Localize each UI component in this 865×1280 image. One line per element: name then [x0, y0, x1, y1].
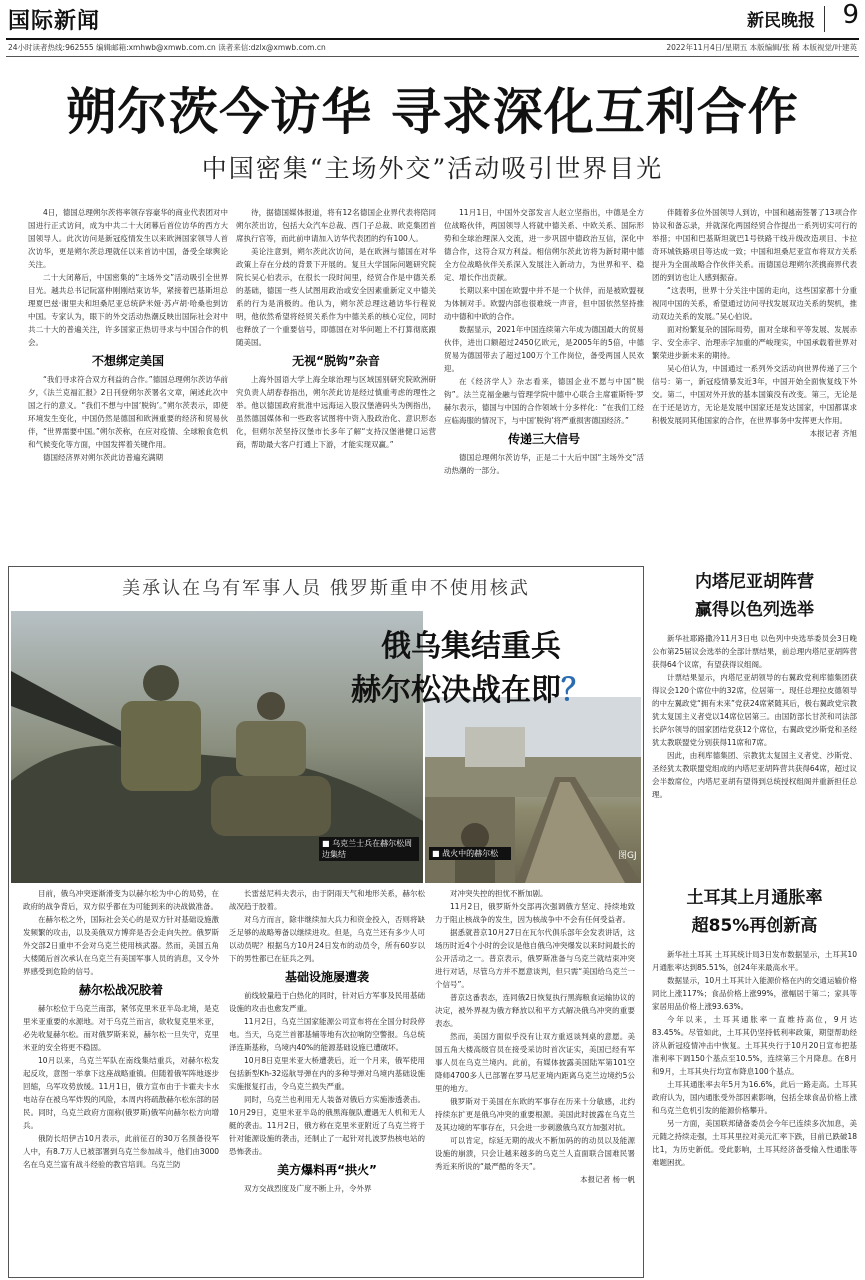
byline: 本报记者 杨一帆: [580, 1175, 635, 1184]
paragraph: 俄罗斯对于美国在东欧的军事存在历来十分敏感，北约持续东扩更是俄乌冲突的重要根源。美国此时披露在乌克兰及其边境的军事存在，只会进一步刺激俄乌双方加强对抗。: [435, 1097, 635, 1132]
paragraph: 目前，俄乌冲突逐渐滑变为以赫尔松为中心的局势，在政府的战争背后，双方似乎都在为可能到来的决战做准备。: [23, 889, 219, 911]
subheading: 美方爆料再“拱火”: [277, 1163, 377, 1177]
main-subhead: 中国密集“主场外交”活动吸引世界目光: [201, 154, 664, 183]
paper-name: 新民晚报: [747, 11, 815, 31]
paragraph: 面对纷繁复杂的国际局势，面对全球和平等发展、发展赤字、安全赤字、治理赤字加重的严峻现实，中国承载着世界对繁荣进步新未来的期待。: [652, 325, 857, 360]
page-number: 9: [842, 0, 859, 30]
dateline: 2022年11月4日/星期五 本版编辑/张 稀 本版视觉/叶建英: [666, 43, 857, 52]
question-mark: ？: [561, 673, 591, 708]
paragraph: 可以肯定，综延无期的战火不断加码的的动员以及能源设施的崩溃，只会让越来越多的乌克兰人直面联合国难民署秀近来所说的“最严酷的冬天”。: [435, 1136, 635, 1171]
subheading: 无视“脱钩”杂音: [292, 354, 380, 368]
turkey-headline: [652, 884, 857, 940]
paragraph: 长雷兹尼科夫表示，由于阴雨天气和地形关系，赫尔松战况趋于胶着。: [229, 889, 425, 911]
ru-kicker: 美承认在乌有军事人员 俄罗斯重申不使用核武: [122, 578, 530, 599]
paragraph: 双方交战烈度及广度不断上升，令外界: [244, 1184, 372, 1193]
main-article-col2: [236, 206, 436, 560]
paragraph: 10月以来，乌克兰军队在南线集结重兵，对赫尔松发起反攻，意图一举拿下这座战略重镇。但随着俄军阵地逐步回缩，乌军攻势放缓。11月1日，俄方宣布由于卡霍夫卡水电站存在被乌军炸毁的风险，本周内将疏散赫尔松东部的居民。同时，乌克兰政府方面称(俄罗斯)俄军向赫尔松方向增兵。: [23, 1056, 219, 1130]
main-headline: 朔尔茨今访华 寻求深化互利合作: [66, 83, 799, 141]
main-article-col4: [652, 206, 857, 560]
paragraph: 俄防长绍伊古10月表示，此前征召的30万名预备役军人中，有8.7万人已被部署到乌克兰参加战斗，他们由3000名在乌克兰富有战斗经验的教官培训。乌克兰防: [23, 1134, 219, 1169]
paragraph: 美论注意到，朔尔茨此次访问，是在欧洲与德国在对华政策上存在分歧的背景下开展的。复旦大学国际问题研究院院长吴心伯表示，在很长一段时间里，经贸合作是中德关系的基础，德国一些人试图用政治或安全因素重新定义中德关系的行为是消极的。他认为，朔尔茨总理这趟访华行程说明，他依然希望将经贸关系作为中德关系的核心定位，同时也释放了一个重要信号，即德国在对华问题上不打算彻底跟随美国。: [236, 247, 436, 347]
paragraph: 土耳其通胀率去年5月为16.6%，此后一路走高。土耳其政府认为，国内通胀受外部因素影响，包括全球食品价格上涨和乌克兰危机引发的能源价格攀升。: [652, 1080, 857, 1115]
paragraph: “这表明，世界十分关注中国的走向，这些国家都十分重视同中国的关系，希望通过访问寻找发展双边关系的契机，推动双边关系的发展。”吴心伯说。: [652, 286, 857, 321]
ru-col2: [229, 887, 425, 1275]
paragraph: 同时，乌克兰也利用无人装备对俄后方实施渗透袭击。10月29日，克里米亚半岛的俄黑海舰队遭遇无人机和无人艇的袭击。11月2日，俄方称在克里米亚附近了乌克兰将于针对能源设施的袭击，还制止了一起针对扎波罗热核电站的恐怖袭击。: [229, 1095, 425, 1156]
paragraph: 上海外国语大学上海全球治理与区域国别研究院欧洲研究负责人胡春春指出，朔尔茨此访是经过慎重考虑的理性之举。他以德国政府批准中远海运入股汉堡港码头为例指出，虽然德国媒体和一些政客试图将中资入股政治化、意识形态化，但朔尔茨坚持汉堡市长多年了解“支持汉堡港健口运营商，帮助最大客户打通上下游，才能实现双赢。”: [236, 375, 436, 449]
paragraph: 11月2日，乌克兰国家能源公司宣布将在全国分时段停电。当天，乌克兰首都基辅等地有次拉响防空警报。乌总统泽连斯基称，乌境内40%的能源基础设施已遭破坏。: [229, 1017, 425, 1052]
paragraph: 二十大闭幕后，中国密集的“主场外交”活动吸引全世界目光。越共总书记阮富仲刚刚结束访华，紧接着巴基斯坦总理夏巴兹·谢里夫和坦桑尼亚总统萨米娅·苏卢胡·哈桑也到访中国。专家认为，眼下的外交活动热潮反映出国际社会对中共二十大的普遍关注，许多国家正热切寻求与中国合作的机会。: [28, 273, 228, 347]
main-article-col1: [28, 206, 228, 560]
ru-headline: [311, 625, 631, 713]
photo-caption-soldiers: ■ 乌克兰士兵在赫尔松周边集结: [319, 837, 419, 861]
main-article-col3: [444, 206, 644, 560]
israel-headline-line2: 赢得以色列选举: [695, 600, 814, 620]
paragraph: 新华社耶路撒冷11月3日电 以色列中央选举委员会3日晚公布第25届议会选举的全部计票结果，前总理内塔尼亚胡阵营获得64个议席，有望获得议组阁。: [652, 634, 857, 669]
photo-credit: 图GJ: [618, 851, 637, 861]
paragraph: 另一方面，美国联邦储备委员会今年已连续多次加息，美元随之持续走强，土耳其里拉对美元汇率下跌，目前已跌破18比1，为历史新低。受此影响，土耳其经济备受输入性通胀等难题困扰。: [652, 1119, 857, 1167]
section-title: 国际新闻: [8, 9, 101, 34]
subheading: 基础设施屡遭袭: [284, 970, 369, 984]
paragraph: 在《经济学人》杂志看来，德国企业不愿与中国“脱钩”。法兰克福金融与管理学院中德中心联合主席霍斯特·罗赫尔表示，德国与中国的合作领域十分多样化：“在我们工经应临海服的情况下，与中国‘脱钩’将严重损害德国经济。”: [444, 377, 644, 425]
paragraph: 计票结果显示，内塔尼亚胡领导的右翼政党利库德集团获得议会120个席位中的32席，位居第一。现任总理拉皮德领导的中左翼政党“拥有未来”党获24席紧随其后，极右翼政党宗教犹太复国主义者党以14席位居第三。由国防部长甘茨和司法部长萨尔领导的国家团结党获12个席位，右翼政党沙斯党和圣经犹太教联盟党分别获得11席和7席。: [652, 673, 857, 747]
photo-caption-kherson: ■ 战火中的赫尔松: [429, 847, 511, 860]
paragraph: 10月8日克里米亚大桥遭袭后，近一个月来，俄军使用包括新型Kh-32巡航导弹在内的多种导弹对乌境内基础设施实施报复打击，令乌克兰损失严重。: [229, 1056, 425, 1091]
turkey-headline-line1: 土耳其上月通胀率: [686, 888, 823, 908]
paragraph: 因此，由利库德集团、宗教犹太复国主义者党、沙斯党、圣经犹太教联盟党组成的内塔尼亚胡阵营共获得64席，超过议会半数席位，内塔尼亚胡有望得到总统授权组阁并重新担任总理。: [652, 751, 857, 799]
header-rule-thin: [6, 56, 859, 57]
paragraph: 对乌方而言，除非继续加大兵力和资金投入，否则将缺乏足够的战略筹备以继续进攻。但是，乌克兰还有多少人可以动员呢？根据乌方10月24日发布的动员令，所有60岁以下的男性都已在征兵之列。: [229, 915, 425, 963]
subheading: 不想绑定美国: [91, 354, 164, 368]
paragraph: 对冲突失控的担忧不断加剧。: [450, 889, 548, 898]
paragraph: 11月1日，中国外交部发言人赵立坚指出，中德是全方位战略伙伴，两国领导人将就中德关系、中欧关系、国际形势和全球治理深入交流，进一步巩固中德政治互信，深化中德合作，这符合双方利益。相信朔尔茨此访将为新时期中德全方位战略伙伴关系深入发展注入新动力，为世界和平、稳定、增长作出贡献。: [444, 208, 644, 282]
paragraph: 然而，美国方面似乎没有让双方重返谈判桌的意愿。美国五角大楼高级官员在接受采访时首次证实，美国已经有军事人员在乌克兰境内。此前，有媒体披露美国陆军第101空降师4700多人已部署在罗马尼亚境内距离乌克兰边境约5公里的地方。: [435, 1032, 635, 1093]
paragraph: 11月2日，俄罗斯外交部再次强调俄方坚定、持续地致力于阻止核战争的发生，因为核战争中不会有任何受益者。: [435, 902, 635, 924]
paragraph: 长期以来中国在欧盟中并不是一个伙伴，而是被欧盟视为体制对手。欧盟内部也很难统一声音，但中国依然坚持推动中德和中欧的合作。: [444, 286, 644, 321]
turkey-article: [652, 948, 857, 1276]
header-rule: [6, 38, 859, 40]
paragraph: 数据显示，2021年中国连续第六年成为德国最大的贸易伙伴，进出口额超过2450亿欧元，是2005年的5倍，中德贸易为德国带去了超过100万个工作岗位，备受两国人民欢迎。: [444, 325, 644, 373]
paragraph: 在赫尔松之外，国际社会关心的是双方针对基础设施激发频繁的攻击，以及美俄双方博弈是否会走向失控。俄罗斯外交部2日重申不会对乌克兰使用核武器。然而，美国五角大楼随后首次承认在乌克兰有美国军事人员的消息，又令外界感受到危险的信号。: [23, 915, 219, 976]
reader-hotline: 24小时读者热线:962555 编辑邮箱:xmhwb@xmwb.com.cn 读者来信:dzlx@xmwb.com.cn: [8, 43, 326, 52]
israel-headline: [652, 568, 857, 624]
paragraph: 德国经济界对朔尔茨此访普遍充满期: [43, 453, 163, 462]
ru-col3: [435, 887, 635, 1275]
turkey-headline-line2: 超85%再创新高: [691, 916, 818, 936]
ru-headline-line2: [311, 669, 631, 713]
paragraph: 据悉就普京10月27日在瓦尔代俱乐部年会发表讲话，这场历时近4个小时的会议是他自俄乌冲突爆发以来时间最长的公开活动之一。普京表示，俄罗斯准备与乌克兰就结束冲突进行对话，尽管乌方并不愿意谈判，但只需“美国给乌克兰一个信号”。: [435, 928, 635, 989]
paragraph: 德国总理朔尔茨访华，正是二十大后中国“主场外交”活动热潮的一部分。: [444, 453, 644, 475]
paragraph: 赫尔松位于乌克兰南部，紧邻克里米亚半岛北境，是克里米亚重要的水源地。对于乌克兰而言，欲收复克里米亚，必先收复赫尔松。而对俄罗斯来说，赫尔松一旦失守，克里米亚的安全将更不稳固。: [23, 1004, 219, 1052]
israel-article: [652, 632, 857, 870]
paragraph: 4日，德国总理朔尔茨将率领存容豪华的商业代表团对中国进行正式访问，成为中共二十大闭幕后首位访华的西方大国领导人。此次访问是新冠疫情发生以来欧洲国家领导人首次访华，更是朔尔茨总理就任以来首访中国，备受全球舆论关注。: [28, 208, 228, 269]
ru-headline-line1: 俄乌集结重兵: [381, 629, 561, 664]
paragraph: 吴心伯认为，中国通过一系列外交活动向世界传递了三个信号：第一，新冠疫情暴发近3年，中国开始全面恢复线下外交。第二，中国对外开放的基本国策没有改变。第三，无论是在于还是访方，无论是发展中国家还是发达国家，中国都谋求积极发展同其他国家的合作，在世界事务中发挥更大作用。: [652, 364, 857, 425]
paragraph: 前线较量趋于白热化的同时，针对后方军事及民用基础设施的攻击也愈发严重。: [229, 991, 425, 1013]
paragraph: 新华社土耳其 土耳其统计局3日发布数据显示，土耳其10月通胀率达到85.51%，创24年来最高水平。: [652, 950, 857, 972]
russia-ukraine-feature: [8, 566, 644, 1278]
subheading: 传递三大信号: [507, 432, 580, 446]
subheading: 赫尔松战况胶着: [78, 983, 163, 997]
paragraph: 伴随着多位外国领导人到访，中国和越南签署了13项合作协议和备忘录，并就深化两国经贸合作提出一系列切实可行的举措；中国和巴基斯坦就巴1号铁路干线升级改造项目、卡拉奇环城铁路项目等达成一致；中国和坦桑尼亚宣布将双方关系提升为全面战略合作伙伴关系。而德国总理朔尔茨携商界代表团的到访也让人感到振奋。: [652, 208, 857, 282]
paragraph: 今年以来，土耳其通胀率一直维持高位，9月达83.45%。尽管如此，土耳其仍坚持低利率政策，期望帮助经济从新冠疫情冲击中恢复。土耳其央行于10月20日宣布把基准利率下调150个基点至10.5%，连续第三个月降息。在8月和9月，土耳其央行均宣布降息100个基点。: [652, 1015, 857, 1076]
paragraph: 数据显示，10月土耳其计入能源价格在内的交通运输价格同比上涨117%；食品价格上涨99%，涨幅居于第二；家具等家居用品价格上涨93.63%。: [652, 976, 857, 1011]
paragraph: “我们寻求符合双方利益的合作。”德国总理朔尔茨访华前夕，《法兰克福汇报》2日刊登朔尔茨署名文章，阐述此次中国之行的意义。“我们不想与中国‘脱钩’。”朔尔茨表示，即使环境发生变化，中国仍然是德国和欧洲重要的经济和贸易伙伴，“世界需要中国。”朔尔茨称，在应对疫情、全球粮食危机和气候变化等方面，中国发挥着关键作用。: [28, 375, 228, 449]
ru-col1: [23, 887, 219, 1275]
paragraph: 待，据德国媒体报道，将有12名德国企业界代表将陪同朔尔茨出访，包括大众汽车总裁、西门子总裁、欧克集团首席执行官等，而此前申请加入访华代表团的约有100人。: [236, 208, 436, 243]
byline: 本报记者 齐旭: [809, 429, 857, 438]
ru-headline-line2-text: 赫尔松决战在即: [351, 673, 561, 708]
israel-headline-line1: 内塔尼亚胡阵营: [695, 572, 814, 592]
paragraph: 普京这番表态，连同俄2日恢复执行黑海粮食运输协议的决定，被外界视为俄方释放以和平方式解决俄乌冲突的重要表态。: [435, 993, 635, 1028]
page-separator: [824, 6, 825, 32]
